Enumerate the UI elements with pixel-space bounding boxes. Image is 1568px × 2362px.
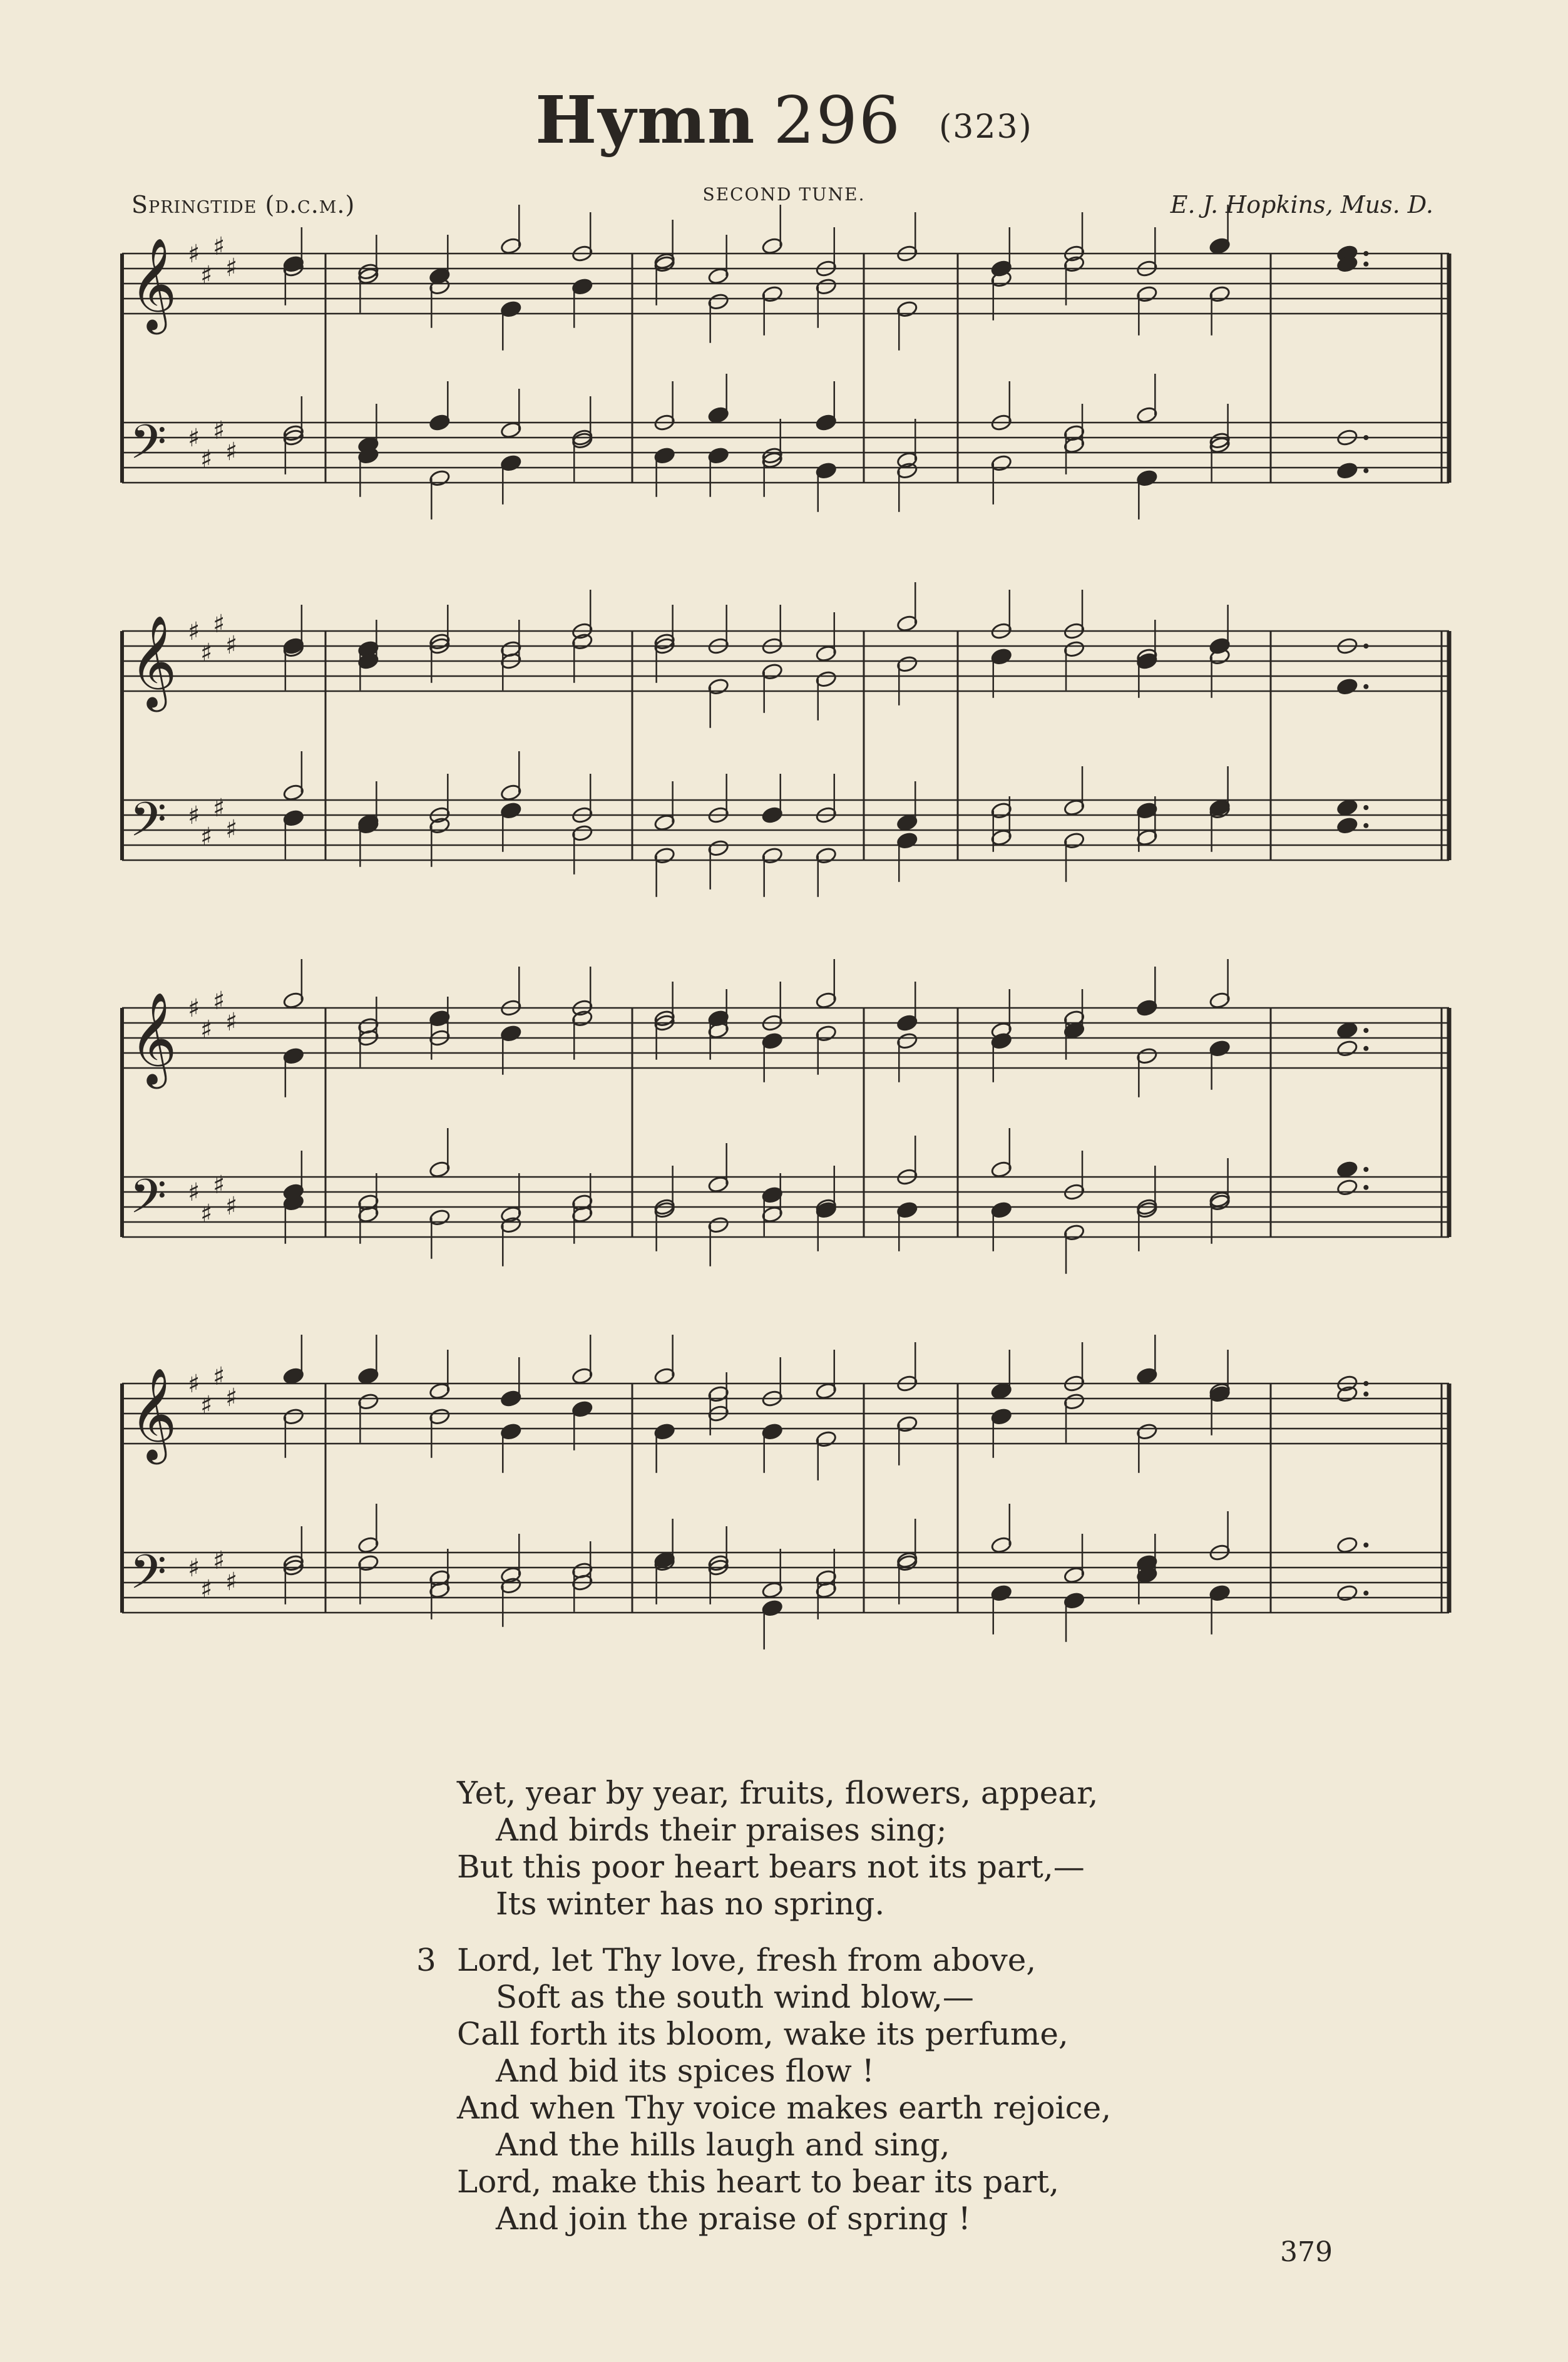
sharp-icon: ♯ (188, 1554, 200, 1583)
sharp-icon: ♯ (213, 1171, 225, 1199)
treble-clef-icon: 𝄞 (130, 992, 177, 1085)
sharp-icon: ♯ (200, 1199, 213, 1228)
dot (1363, 1167, 1368, 1172)
sharp-icon: ♯ (200, 261, 213, 290)
note-head (1336, 1160, 1358, 1178)
sharp-icon: ♯ (200, 1391, 213, 1420)
sharp-icon: ♯ (225, 631, 238, 660)
treble-clef-icon: 𝄞 (130, 1367, 177, 1461)
verse-line: And the hills laugh and sing, (496, 2127, 950, 2163)
verse-line: Lord, let Thy love, fresh from above, (457, 1942, 1037, 1978)
dot (1363, 684, 1368, 689)
verse-line: And join the praise of spring ! (496, 2200, 971, 2237)
dot (1363, 1028, 1368, 1033)
hymn-word: Hymn (535, 81, 756, 158)
note-head (1336, 1178, 1358, 1196)
verse-line: Call forth its bloom, wake its perfume, (457, 2016, 1068, 2052)
sharp-icon: ♯ (225, 254, 238, 282)
verse-number: 3 (416, 1942, 436, 1978)
sharp-icon: ♯ (213, 610, 225, 639)
verse-line: And birds their praises sing; (496, 1812, 947, 1848)
sharp-icon: ♯ (188, 801, 200, 830)
sharp-icon: ♯ (225, 1568, 238, 1596)
bass-clef-icon: 𝄢 (130, 1544, 167, 1611)
bass-clef-icon: 𝄢 (130, 792, 167, 859)
sharp-icon: ♯ (213, 987, 225, 1015)
note-head (1336, 798, 1358, 816)
note-head (1336, 1584, 1358, 1602)
treble-clef-icon: 𝄞 (130, 237, 177, 331)
sharp-icon: ♯ (188, 240, 200, 269)
dot (1363, 262, 1368, 267)
dot (1363, 1046, 1368, 1051)
verse-line: Lord, make this heart to bear its part, (457, 2164, 1059, 2200)
sharp-icon: ♯ (225, 1008, 238, 1037)
sharp-icon: ♯ (225, 1384, 238, 1412)
verse-line: Soft as the south wind blow,— (496, 1979, 974, 2015)
verse-3 (457, 1942, 1111, 2237)
sharp-icon: ♯ (200, 445, 213, 474)
dot (1363, 644, 1368, 649)
sharp-icon: ♯ (200, 639, 213, 667)
sharp-icon: ♯ (188, 994, 200, 1023)
sharp-icon: ♯ (225, 1192, 238, 1221)
sharp-icon: ♯ (188, 1178, 200, 1207)
sharp-icon: ♯ (188, 1370, 200, 1399)
note-head (1336, 816, 1358, 834)
composer: E. J. Hopkins, Mus. D. (1170, 191, 1433, 218)
note-head (1336, 1021, 1358, 1039)
dot (1363, 823, 1368, 828)
sharp-icon: ♯ (225, 815, 238, 844)
sharp-icon: ♯ (213, 794, 225, 823)
hymn-number: 296 (773, 82, 902, 158)
alt-hymn-number: (323) (939, 108, 1033, 146)
sharp-icon: ♯ (200, 1015, 213, 1044)
tune-name: Springtide (d.c.m.) (131, 191, 356, 218)
dot (1363, 1392, 1368, 1397)
sharp-icon: ♯ (225, 438, 238, 466)
verse-continued (457, 1775, 1098, 1923)
verse-line: But this poor heart bears not its part,— (457, 1849, 1085, 1885)
note-head (1336, 461, 1358, 480)
verse-line: And bid its spices flow ! (496, 2053, 874, 2089)
dot (1363, 1381, 1368, 1386)
sharp-icon: ♯ (200, 1575, 213, 1604)
verse-line: And when Thy voice makes earth rejoice, (457, 2090, 1112, 2126)
tune-label: SECOND TUNE. (702, 184, 866, 205)
bass-clef-icon: 𝄢 (130, 1169, 167, 1236)
dot (1363, 1543, 1368, 1548)
verse-line: Its winter has no spring. (496, 1886, 885, 1922)
dot (1363, 805, 1368, 810)
sharp-icon: ♯ (213, 232, 225, 261)
dot (1363, 1591, 1368, 1596)
verse-line: Yet, year by year, fruits, flowers, appear, (457, 1775, 1099, 1811)
sharp-icon: ♯ (200, 823, 213, 851)
dot (1363, 468, 1368, 473)
dot (1363, 1185, 1368, 1190)
note-head (1336, 1039, 1358, 1057)
sharp-icon: ♯ (213, 1362, 225, 1391)
note-head (1336, 677, 1358, 696)
bass-clef-icon: 𝄢 (130, 414, 167, 481)
treble-clef-icon: 𝄞 (130, 615, 177, 708)
sharp-icon: ♯ (188, 617, 200, 646)
dot (1363, 435, 1368, 440)
sharp-icon: ♯ (213, 416, 225, 445)
sharp-icon: ♯ (188, 424, 200, 453)
dot (1363, 251, 1368, 256)
sharp-icon: ♯ (213, 1546, 225, 1575)
note-head (1336, 1536, 1358, 1554)
page-number: 379 (1280, 2236, 1333, 2268)
